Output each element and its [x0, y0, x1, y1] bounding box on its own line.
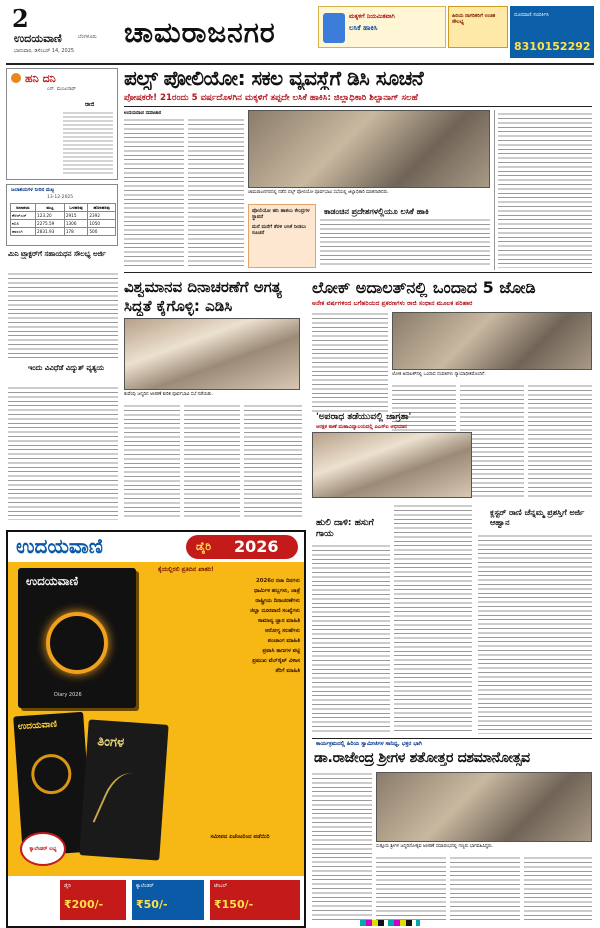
diary-ad-header: [8, 532, 304, 562]
vishwamanava-col2: [184, 404, 240, 520]
ad-vaccination[interactable]: [318, 6, 446, 48]
dam-table-date: 13-12-2025: [47, 195, 74, 200]
diary-cover-1-eclipse: [46, 612, 108, 674]
bottom-col1: [312, 772, 372, 922]
diary-cover-2-ring: [30, 753, 73, 796]
dam-col-header: ಮಟ್ಟ: [36, 204, 65, 212]
price-block-2: [132, 880, 204, 920]
edition-label: ಬೆಂಗಳೂರು: [78, 34, 97, 40]
lead-headline: ಪಲ್ಸ್ ಪೋಲಿಯೋ: ಸಕಲ ವ್ಯವಸ್ಥೆಗೆ ಡಿಸಿ ಸೂಚನೆ: [124, 66, 424, 90]
diary-feature-item: ಪ್ರಮುಖ ವೆಬ್‌ಸೈಟ್ ವಿಳಾಸ: [252, 658, 300, 664]
diary-cover-1-label: Diary 2026: [54, 692, 82, 698]
dam-table-title: ಜಲಾಶಯಗಳ ನೀರಿನ ಮಟ್ಟ: [11, 187, 55, 193]
vishwamanava-caption: ಕುವೆಂಪು ಜನ್ಮದಿನ ಆಚರಣೆ ಕುರಿತ ಪೂರ್ವಭಾವಿ ಸಭೆ ನಡೆಯಿತು.: [124, 392, 213, 397]
hani-dani-logo: [11, 73, 21, 83]
ad-vaccination-icon: [323, 13, 345, 43]
ad-phone-text: ದೂರವಾಣಿ ಸಂಪರ್ಕಿಸಿ: [514, 12, 549, 18]
registration-marks: [360, 920, 420, 926]
dam-table: [10, 203, 116, 236]
diary-ad-tagline: ಕೈಯಲ್ಲಿರಲಿ ಪ್ರತಿದಿನ ಖಾತರಿ!: [158, 566, 214, 573]
table-cell: 500: [88, 228, 116, 236]
vishwamanava-col1: [124, 404, 180, 520]
lead-quote-text: [320, 218, 490, 268]
lok-adalat-col4: [528, 384, 592, 498]
lead-photo: [248, 110, 490, 188]
diary-ad-badge-text: ಕ್ಯಾಲೆಂಡರ್ ಲಭ್ಯ: [29, 846, 57, 852]
dam-col-header: ಒಳಹರಿವು: [64, 204, 88, 212]
diary-feature-item: ತೆರಿಗೆ ಮಾಹಿತಿ: [275, 668, 300, 674]
ad-vaccination-text: ಮಕ್ಕಳಿಗೆ ನಿಯಮಿತವಾಗಿ: [349, 13, 395, 20]
dam-table-box: [6, 184, 118, 246]
bottom-col4: [524, 856, 592, 922]
ad-seniors-text: ಹಿರಿಯ ನಾಗರಿಕರಿಗೆ ಉಚಿತ ಸೌಲಭ್ಯ: [452, 13, 496, 25]
bottom-headline: ಡಾ.ರಾಜೇಂದ್ರ ಶ್ರೀಗಳ ಶತೋತ್ತರ ದಶಮಾನೋತ್ಸವ: [314, 750, 530, 766]
ad-phone[interactable]: [510, 6, 594, 58]
table-cell: 1306: [64, 220, 88, 228]
diary-feature-item: ಪ್ರವಾಸಿ ತಾಣಗಳ ಪಟ್ಟಿ: [262, 648, 300, 654]
lead-col2-text: [188, 118, 244, 268]
lead-quote: ಕಾಡಂಚಿನ ಪ್ರದೇಶಗಳಲ್ಲಿಯೂ ಲಸಿಕೆ ಹಾಕಿ: [324, 206, 429, 216]
hani-dani-author: ಎನ್. ಮಂಜುನಾಥ್: [47, 87, 76, 92]
poem-title: ರಾಜಿ: [85, 101, 95, 108]
lead-bullet: ಮನೆ ಮನೆಗೆ ತೆರಳಿ ಲಸಿಕೆ ನೀಡಲು ಸೂಚನೆ: [252, 224, 307, 236]
tiger-headline: ಹುಲಿ ದಾಳಿ: ಹಸುಗೆ ಗಾಯ: [316, 518, 374, 539]
section-rule-1: [124, 272, 592, 273]
diary-cover-3-title: ತಿಂಗಳ: [96, 734, 125, 751]
price-label: ಟೇಬಲ್: [214, 883, 228, 889]
diary-price-bar: [8, 876, 304, 926]
table-cell: 2831.93: [36, 228, 65, 236]
crime-headline: 'ಅಪರಾಧ ತಡೆಯುವಲ್ಲಿ ಜಾಗ್ರತಾ': [316, 412, 412, 422]
price-value: ₹150/-: [214, 898, 254, 911]
table-cell: 2915: [64, 212, 88, 220]
lok-adalat-caption: ಲೋಕ ಅದಾಲತ್‌ನಲ್ಲಿ ಒಂದಾದ ದಂಪತಿಗಳು ನ್ಯಾಯಾಧೀಶರೊಂದಿಗೆ.: [392, 372, 486, 377]
lok-adalat-col1: [312, 312, 388, 412]
diary-feature-item: ಪಂಚಾಂಗ ಮಾಹಿತಿ: [267, 638, 300, 644]
tiger-story-text: [312, 544, 390, 734]
diary-feature-item: ಆರೋಗ್ಯ ಸಲಹೆಗಳು: [264, 628, 300, 634]
diary-ad[interactable]: [6, 530, 306, 928]
lead-right-col-text: [498, 112, 592, 268]
dam-col-header: ಜಲಾಶಯ: [11, 204, 36, 212]
diary-cover-1-brand: ಉದಯವಾಣಿ: [26, 574, 79, 588]
diary-cover-3: [79, 719, 168, 860]
diary-ad-brand: ಉದಯವಾಣಿ: [16, 534, 103, 558]
ad-phone-number: 8310152292: [514, 40, 591, 53]
ad-seniors[interactable]: [448, 6, 508, 48]
price-block-1: [60, 880, 126, 920]
poem-text: [63, 111, 113, 175]
lead-bullet: ಪೋಲಿಯೋ ಹನಿ ಹಾಕಲು ಕೇಂದ್ರಗಳ ಸ್ಥಾಪನೆ: [252, 208, 310, 220]
lead-col1-text: [124, 118, 184, 268]
table-cell: 2275.59: [36, 220, 65, 228]
bottom-rule: [312, 738, 592, 739]
diary-features: [144, 576, 300, 676]
diary-ad-year: 2026: [234, 537, 279, 556]
diary-ad-tag-box: [186, 535, 298, 559]
paper-name: ಉದಯವಾಣಿ: [14, 32, 62, 45]
crime-subhead: ಆರಕ್ಷಕ ಠಾಣೆ ಮಹಾವಿದ್ಯಾಲಯದಲ್ಲಿ ಪಿಎಸ್‌ಐ ಅಭಿಯಾನ: [316, 424, 407, 430]
kittur-headline: ಕ್ಲಸ್ಟರ್ ರಾಣಿ ಚೆನ್ನಮ್ಮ ಪ್ರಶಸ್ತಿಗೆ ಅರ್ಜಿ ಆಹ್ವಾನ: [490, 508, 585, 527]
table-cell: 178: [64, 228, 88, 236]
price-label: ಡೈರಿ: [64, 883, 71, 889]
bottom-col3: [450, 856, 520, 922]
bottom-col2: [376, 856, 446, 922]
lead-dateline: ಉದಯವಾಣಿ ಸಮಾಚಾರ: [124, 111, 162, 116]
lead-bullets-box: [248, 204, 316, 268]
tiger-col2: [394, 504, 472, 734]
kittur-story-text: [478, 534, 592, 734]
hani-dani-title: ಹನಿ ದನಿ: [25, 72, 56, 85]
lead-subhead: ಪೋಷಕರೇ! 21ರಂದು 5 ವರ್ಷದೊಳಗಿನ ಮಕ್ಕಳಿಗೆ ತಪ್ಪದೇ ಲಸಿಕೆ ಹಾಕಿಸಿ: ಜಿಲ್ಲಾಧಿಕಾರಿ ಶಿಲ್ಪಾನಾಗ್ ಸಲಹೆ: [124, 93, 418, 103]
price-block-3: [210, 880, 300, 920]
masthead: [6, 4, 594, 62]
vishwamanava-col3: [244, 404, 302, 520]
vishwamanava-headline: ವಿಶ್ವಮಾನವ ದಿನಾಚರಣೆಗೆ ಅಗತ್ಯ ಸಿದ್ಧತೆ ಕೈಗೊಳ್ಳಿ: ಎಡಿಸಿ: [124, 278, 282, 315]
diary-cover-3-leaf: [93, 767, 150, 836]
district-title: ಚಾಮರಾಜನಗರ: [124, 16, 276, 49]
diary-feature-item: ಜಿಲ್ಲಾ ದೂರವಾಣಿ ಸಂಖ್ಯೆಗಳು: [249, 608, 300, 614]
tractor-headline: ಮಿನಿ ಟ್ರ್ಯಾಕ್ಟರ್‌ಗೆ ಸಹಾಯಧನ ಸೌಲಭ್ಯ ಅರ್ಜಿ: [8, 250, 106, 258]
price-label: ಕ್ಯಾಲೆಂಡರ್: [136, 883, 154, 889]
table-cell: 1050: [88, 220, 116, 228]
table-cell: 2392: [88, 212, 116, 220]
vishwamanava-photo: [124, 318, 300, 390]
table-cell: ಕೆಆರ್‌ಎಸ್: [11, 212, 36, 220]
lead-divider: [494, 110, 495, 270]
diary-cover-2-title: ಉದಯವಾಣಿ: [17, 719, 58, 733]
diary-feature-item: 2026ರ ರಜಾ ದಿನಗಳು: [255, 578, 300, 584]
dam-col-header: ಹೊರಹರಿವು: [88, 204, 116, 212]
table-row: [11, 228, 116, 236]
masthead-rule: [6, 63, 594, 65]
diary-feature-item: ರಾಷ್ಟ್ರೀಯ ದಿನಾಚರಣೆಗಳು: [255, 598, 300, 604]
price-value: ₹50/-: [136, 898, 168, 911]
power-headline: ಇಂದು ವಿವಿಧೆಡೆ ವಿದ್ಯುತ್ ವ್ಯತ್ಯಯ: [27, 364, 105, 372]
tractor-story-text: [8, 272, 118, 360]
table-row: [11, 212, 116, 220]
page-number: 2: [12, 4, 29, 33]
table-cell: 123.20: [36, 212, 65, 220]
lok-adalat-photo: [392, 312, 592, 370]
bottom-caption: ಸುತ್ತೂರು ಶ್ರೀಗಳ ಜನ್ಮದಿನೋತ್ಸವ ಆಚರಣೆ ಸಮಾರಂಭದಲ್ಲಿ ಗಣ್ಯರು ಭಾಗವಹಿಸಿದ್ದರು.: [376, 844, 494, 849]
date-line: ಭಾನುವಾರ, ಡಿಸೆಂಬರ್ 14, 2025: [14, 48, 75, 54]
lead-rule: [124, 106, 592, 107]
lead-photo-caption: ಚಾಮರಾಜನಗರದಲ್ಲಿ ನಡೆದ ಪಲ್ಸ್ ಪೋಲಿಯೋ ಪೂರ್ವಭಾವಿ ಸಭೆಯಲ್ಲಿ ಜಿಲ್ಲಾಧಿಕಾರಿ ಮಾತನಾಡಿದರು.: [248, 190, 389, 195]
diary-feature-item: ಸಾಮಾನ್ಯ ಜ್ಞಾನ ಮಾಹಿತಿ: [257, 618, 300, 624]
hani-dani-box: [6, 68, 118, 180]
price-value: ₹200/-: [64, 898, 104, 911]
power-story-text: [8, 386, 118, 520]
table-cell: ಹಾರಂಗಿ: [11, 228, 36, 236]
diary-ad-tag: ಡೈರಿ: [196, 540, 212, 553]
table-row: [11, 220, 116, 228]
crime-photo: [312, 432, 472, 498]
diary-cover-1: [18, 568, 136, 708]
lok-adalat-subhead: ಅನೇಕ ವರ್ಷಗಳಿಂದ ಬಗೆಹರಿಯದ ಪ್ರಕರಣಗಳು ರಾಜಿ ಸಂಧಾನ ಮೂಲಕ ಪರಿಹಾರ: [312, 300, 473, 307]
diary-ad-footer: ಸಮೀಪದ ಏಜೆಂಟರಿಂದ ಪಡೆಯಿರಿ: [210, 834, 270, 840]
diary-ad-badge: [20, 832, 66, 866]
lok-adalat-headline: ಲೋಕ್ ಅದಾಲತ್‌ನಲ್ಲಿ ಒಂದಾದ 5 ಜೋಡಿ: [312, 278, 536, 297]
diary-feature-item: ಧಾರ್ಮಿಕ ಹಬ್ಬಗಳು, ಜಾತ್ರೆ: [254, 588, 300, 594]
table-cell: ಕಬಿನಿ: [11, 220, 36, 228]
bottom-photo: [376, 772, 592, 842]
bottom-kicker: ಕಾರ್ಯಕ್ರಮದಲ್ಲಿ ಹಿರಿಯ ಸ್ವಾಮೀಜಿಗಳ ಸಾನಿಧ್ಯ, ಭಕ್ತರ ಭಾಗಿ: [316, 741, 422, 747]
ad-vaccination-text2: ಲಸಿಕೆ ಹಾಕಿಸಿ: [349, 24, 378, 32]
